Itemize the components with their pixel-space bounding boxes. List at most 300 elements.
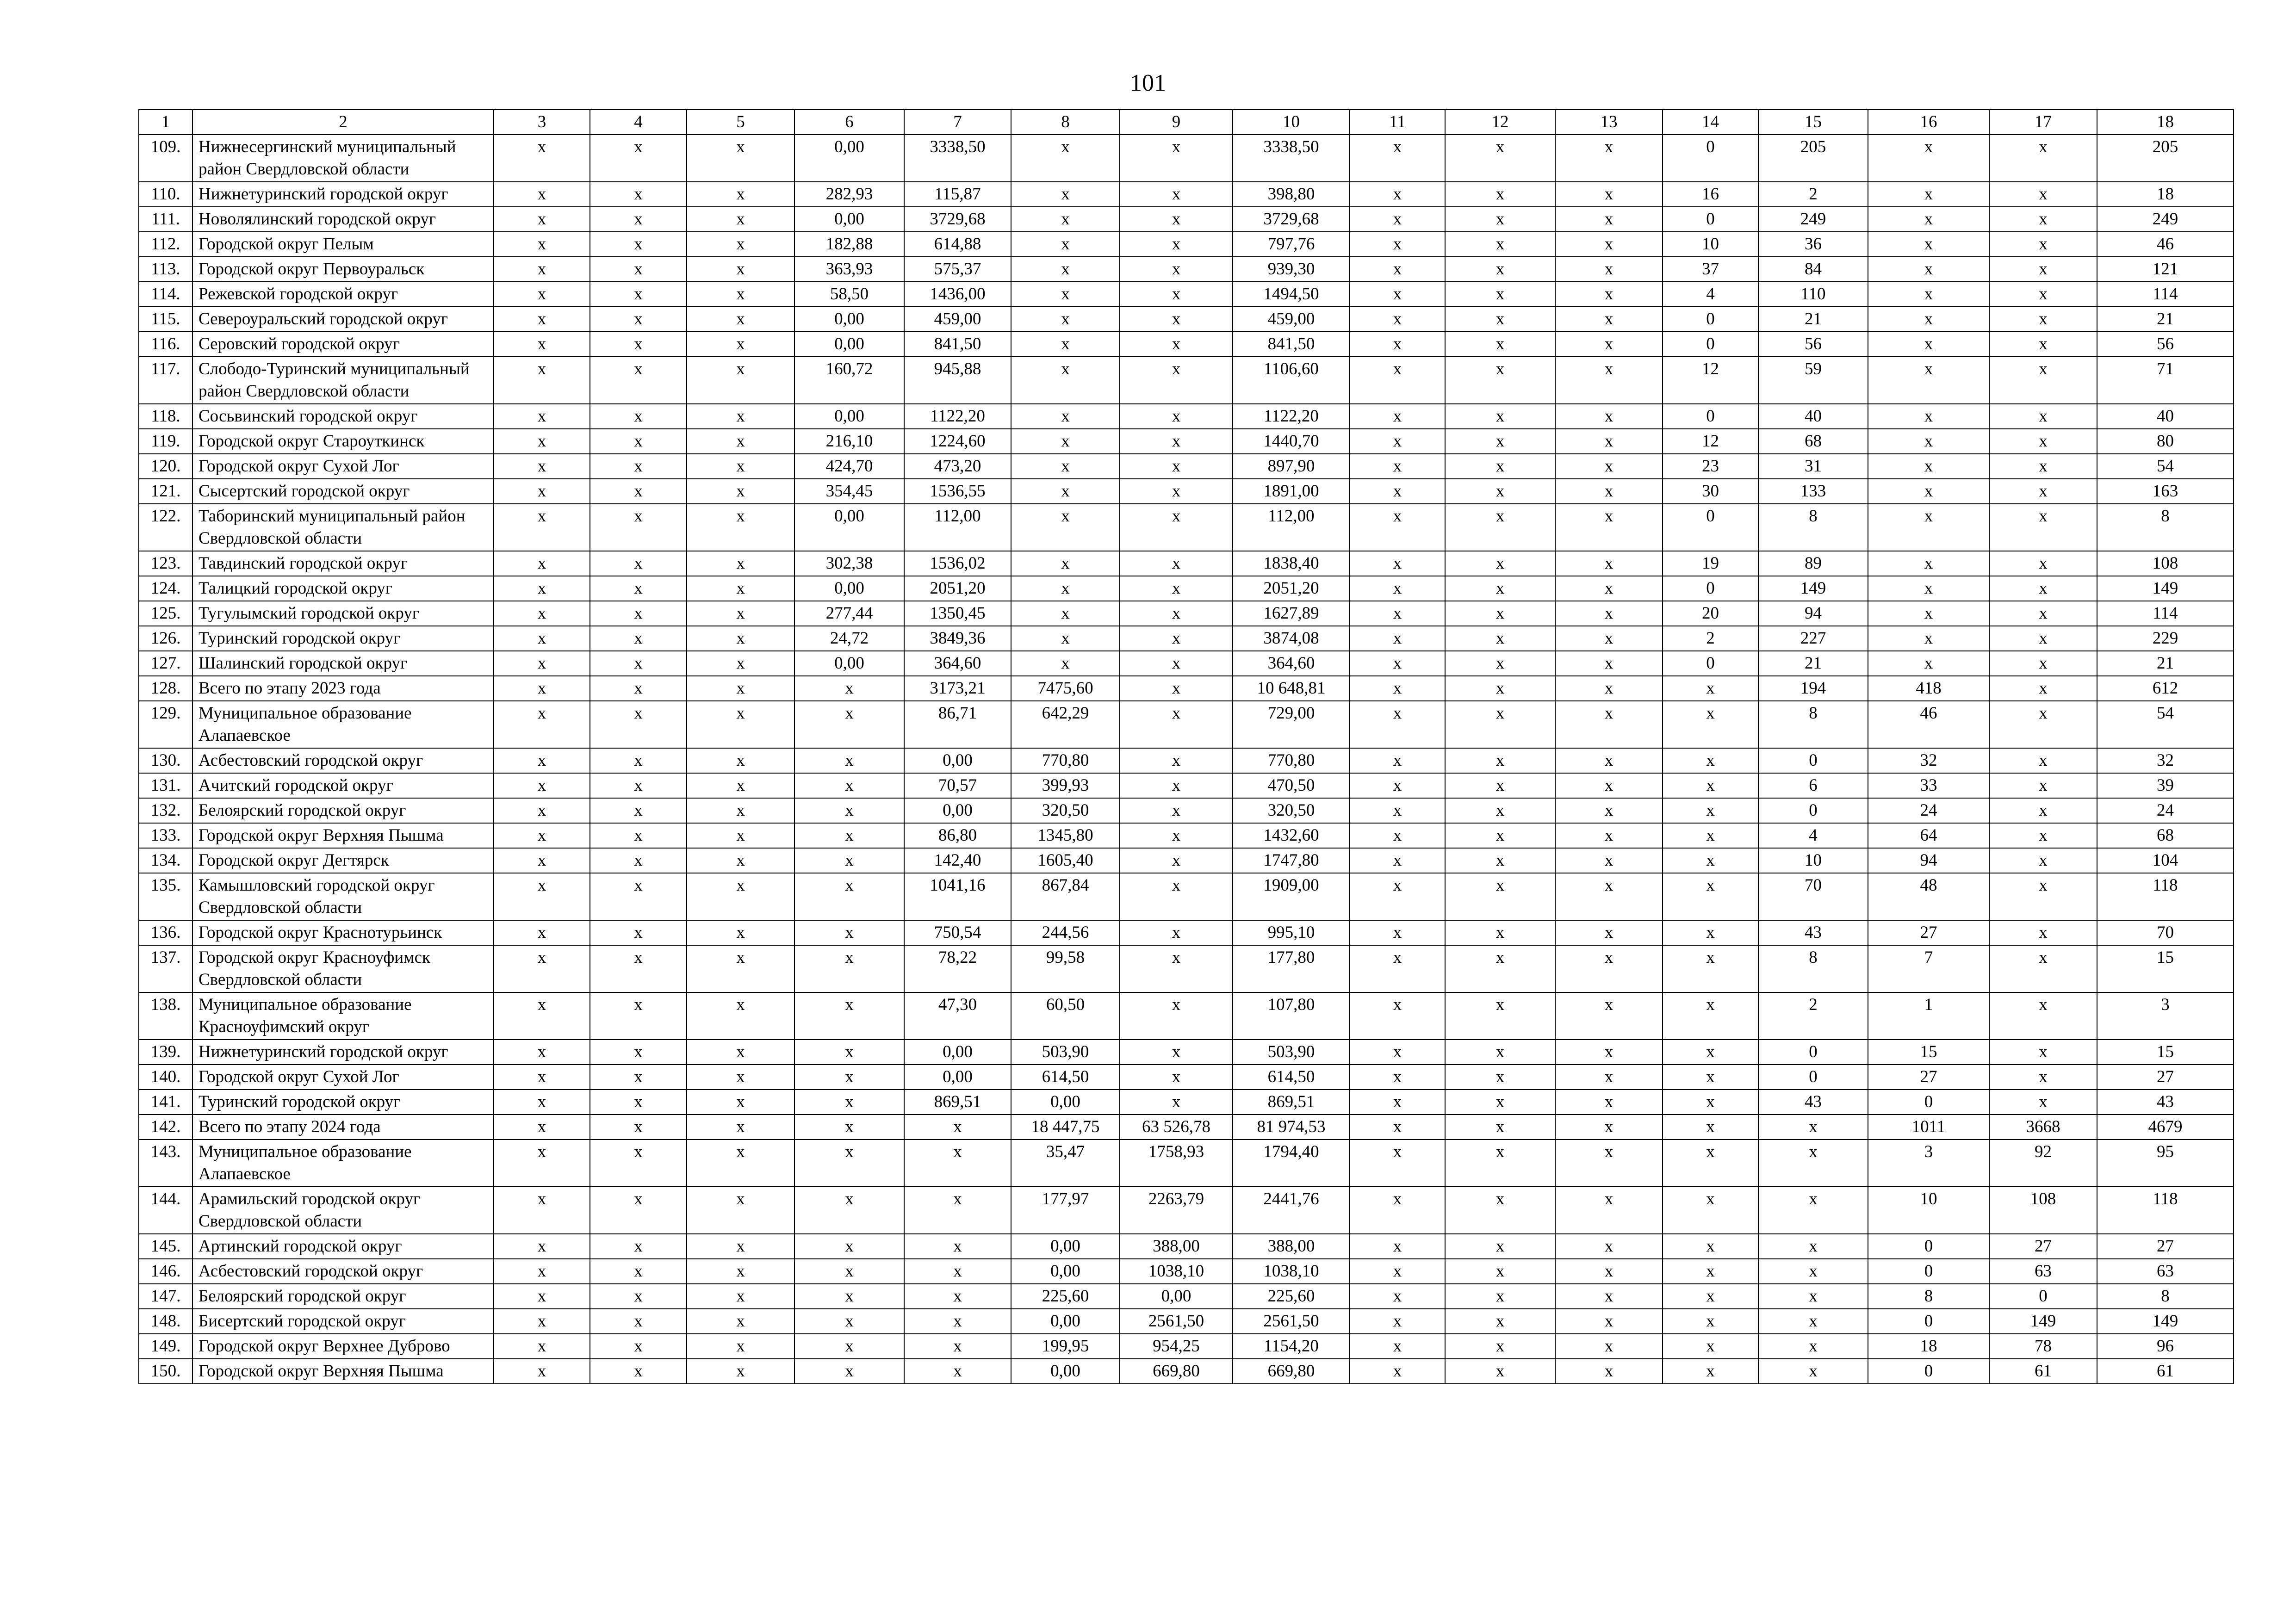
municipality-name-cell: Туринский городской округ	[192, 1090, 494, 1115]
value-cell: 163	[2097, 479, 2234, 504]
table-row	[139, 1234, 2234, 1259]
value-cell: х	[1989, 773, 2097, 798]
value-cell: х	[1663, 1090, 1758, 1115]
value-cell: х	[1555, 1065, 1663, 1090]
value-cell: х	[1350, 848, 1445, 873]
value-cell: 282,93	[794, 182, 904, 207]
value-cell: 3729,68	[904, 207, 1011, 232]
value-cell: х	[1350, 1284, 1445, 1309]
value-cell: х	[1989, 1065, 2097, 1090]
value-cell: х	[494, 182, 590, 207]
value-cell: 27	[1989, 1234, 2097, 1259]
value-cell: х	[904, 1115, 1011, 1140]
row-number-cell: 132.	[139, 798, 192, 823]
value-cell: 2441,76	[1233, 1187, 1350, 1234]
value-cell: х	[904, 1140, 1011, 1187]
value-cell: х	[1663, 1234, 1758, 1259]
value-cell: х	[1011, 404, 1120, 429]
value-cell: х	[1989, 332, 2097, 357]
value-cell: 459,00	[1233, 307, 1350, 332]
value-cell: х	[1120, 1090, 1233, 1115]
value-cell: х	[1120, 676, 1233, 701]
table-row	[139, 332, 2234, 357]
column-header: 17	[1989, 110, 2097, 135]
value-cell: 2	[1758, 992, 1868, 1040]
value-cell: х	[1011, 332, 1120, 357]
value-cell: 43	[2097, 1090, 2234, 1115]
value-cell: х	[794, 676, 904, 701]
column-header: 18	[2097, 110, 2234, 135]
value-cell: 43	[1758, 920, 1868, 945]
row-number-cell: 148.	[139, 1309, 192, 1334]
value-cell: 225,60	[1011, 1284, 1120, 1309]
value-cell: 0,00	[1011, 1309, 1120, 1334]
value-cell: х	[1011, 135, 1120, 182]
value-cell: х	[494, 1187, 590, 1234]
value-cell: х	[1011, 182, 1120, 207]
value-cell: 84	[1758, 257, 1868, 282]
municipality-name-cell: Городской округ Верхняя Пышма	[192, 823, 494, 848]
value-cell: х	[1350, 1040, 1445, 1065]
column-header: 14	[1663, 110, 1758, 135]
value-cell: 669,80	[1233, 1359, 1350, 1384]
value-cell: х	[1445, 1090, 1555, 1115]
value-cell: х	[1555, 823, 1663, 848]
value-cell: 64	[1868, 823, 1989, 848]
value-cell: 133	[1758, 479, 1868, 504]
value-cell: 27	[2097, 1065, 2234, 1090]
table-row	[139, 1309, 2234, 1334]
value-cell: х	[1445, 1187, 1555, 1234]
value-cell: 2	[1758, 182, 1868, 207]
value-cell: х	[1989, 282, 2097, 307]
municipality-name-cell: Таборинский муниципальный район Свердловской области	[192, 504, 494, 551]
value-cell: х	[1445, 626, 1555, 651]
value-cell: 244,56	[1011, 920, 1120, 945]
value-cell: 92	[1989, 1140, 2097, 1187]
value-cell: х	[1555, 429, 1663, 454]
value-cell: х	[1758, 1115, 1868, 1140]
value-cell: 869,51	[904, 1090, 1011, 1115]
value-cell: 1011	[1868, 1115, 1989, 1140]
value-cell: 1122,20	[904, 404, 1011, 429]
value-cell: 149	[2097, 576, 2234, 601]
municipality-name-cell: Режевской городской округ	[192, 282, 494, 307]
value-cell: х	[1350, 551, 1445, 576]
value-cell: х	[1350, 601, 1445, 626]
value-cell: х	[590, 748, 687, 773]
value-cell: 0	[1758, 748, 1868, 773]
value-cell: х	[1350, 1115, 1445, 1140]
value-cell: х	[590, 479, 687, 504]
value-cell: х	[1555, 1115, 1663, 1140]
value-cell: х	[1445, 454, 1555, 479]
value-cell: х	[1868, 404, 1989, 429]
table-body	[139, 135, 2234, 1384]
value-cell: х	[1663, 1259, 1758, 1284]
value-cell: 8	[1758, 945, 1868, 992]
value-cell: х	[1120, 626, 1233, 651]
value-cell: х	[1989, 454, 2097, 479]
value-cell: 12	[1663, 357, 1758, 404]
value-cell: 3173,21	[904, 676, 1011, 701]
column-header: 4	[590, 110, 687, 135]
value-cell: х	[1350, 773, 1445, 798]
value-cell: 30	[1663, 479, 1758, 504]
value-cell: 227	[1758, 626, 1868, 651]
value-cell: 0,00	[904, 1040, 1011, 1065]
value-cell: х	[1868, 429, 1989, 454]
value-cell: 47,30	[904, 992, 1011, 1040]
row-number-cell: 131.	[139, 773, 192, 798]
column-header: 9	[1120, 110, 1233, 135]
value-cell: х	[1758, 1284, 1868, 1309]
value-cell: 2051,20	[1233, 576, 1350, 601]
row-number-cell: 110.	[139, 182, 192, 207]
value-cell: 56	[2097, 332, 2234, 357]
value-cell: 27	[1868, 920, 1989, 945]
row-number-cell: 133.	[139, 823, 192, 848]
value-cell: х	[590, 992, 687, 1040]
value-cell: х	[494, 1140, 590, 1187]
value-cell: х	[687, 551, 794, 576]
column-header: 11	[1350, 110, 1445, 135]
value-cell: 20	[1663, 601, 1758, 626]
value-cell: х	[590, 357, 687, 404]
value-cell: 95	[2097, 1140, 2234, 1187]
municipality-name-cell: Всего по этапу 2023 года	[192, 676, 494, 701]
value-cell: 10	[1758, 848, 1868, 873]
value-cell: х	[1868, 307, 1989, 332]
value-cell: х	[1011, 504, 1120, 551]
data-table	[138, 109, 2234, 1384]
value-cell: 418	[1868, 676, 1989, 701]
value-cell: 750,54	[904, 920, 1011, 945]
value-cell: х	[1445, 1040, 1555, 1065]
value-cell: 424,70	[794, 454, 904, 479]
column-header: 12	[1445, 110, 1555, 135]
value-cell: х	[1350, 404, 1445, 429]
value-cell: х	[1663, 1065, 1758, 1090]
table-row	[139, 232, 2234, 257]
value-cell: 2	[1663, 626, 1758, 651]
value-cell: х	[1555, 945, 1663, 992]
value-cell: 1432,60	[1233, 823, 1350, 848]
value-cell: х	[687, 1234, 794, 1259]
value-cell: 63	[2097, 1259, 2234, 1284]
value-cell: 388,00	[1233, 1234, 1350, 1259]
value-cell: х	[494, 1090, 590, 1115]
value-cell: х	[590, 1234, 687, 1259]
value-cell: х	[494, 454, 590, 479]
value-cell: 61	[2097, 1359, 2234, 1384]
value-cell: х	[1350, 182, 1445, 207]
value-cell: х	[1350, 1187, 1445, 1234]
value-cell: 78,22	[904, 945, 1011, 992]
value-cell: 205	[1758, 135, 1868, 182]
table-row	[139, 454, 2234, 479]
table-row	[139, 1115, 2234, 1140]
value-cell: 108	[2097, 551, 2234, 576]
value-cell: 1838,40	[1233, 551, 1350, 576]
table-row	[139, 307, 2234, 332]
value-cell: 869,51	[1233, 1090, 1350, 1115]
table-row	[139, 848, 2234, 873]
value-cell: х	[687, 748, 794, 773]
value-cell: х	[1445, 1284, 1555, 1309]
value-cell: 399,93	[1011, 773, 1120, 798]
value-cell: 1122,20	[1233, 404, 1350, 429]
value-cell: 68	[1758, 429, 1868, 454]
value-cell: 797,76	[1233, 232, 1350, 257]
value-cell: х	[494, 257, 590, 282]
value-cell: 503,90	[1233, 1040, 1350, 1065]
value-cell: х	[1350, 798, 1445, 823]
value-cell: 0,00	[904, 748, 1011, 773]
value-cell: 96	[2097, 1334, 2234, 1359]
value-cell: х	[794, 1309, 904, 1334]
value-cell: х	[590, 504, 687, 551]
value-cell: 40	[1758, 404, 1868, 429]
column-header: 13	[1555, 110, 1663, 135]
municipality-name-cell: Сосьвинский городской округ	[192, 404, 494, 429]
value-cell: х	[1868, 282, 1989, 307]
value-cell: х	[687, 848, 794, 873]
value-cell: х	[494, 404, 590, 429]
table-row	[139, 1187, 2234, 1234]
value-cell: 48	[1868, 873, 1989, 920]
value-cell: х	[1868, 479, 1989, 504]
value-cell: 24	[1868, 798, 1989, 823]
municipality-name-cell: Белоярский городской округ	[192, 798, 494, 823]
value-cell: х	[1555, 1359, 1663, 1384]
value-cell: х	[1350, 626, 1445, 651]
value-cell: х	[1350, 1309, 1445, 1334]
value-cell: 118	[2097, 1187, 2234, 1234]
value-cell: х	[1868, 454, 1989, 479]
value-cell: 0	[1758, 798, 1868, 823]
value-cell: 23	[1663, 454, 1758, 479]
value-cell: 8	[2097, 1284, 2234, 1309]
value-cell: х	[590, 945, 687, 992]
value-cell: 0	[1868, 1309, 1989, 1334]
value-cell: х	[494, 1334, 590, 1359]
value-cell: х	[1120, 357, 1233, 404]
value-cell: х	[1989, 357, 2097, 404]
value-cell: х	[1989, 429, 2097, 454]
value-cell: 182,88	[794, 232, 904, 257]
value-cell: х	[494, 551, 590, 576]
value-cell: х	[1445, 182, 1555, 207]
row-number-cell: 123.	[139, 551, 192, 576]
value-cell: 7	[1868, 945, 1989, 992]
value-cell: х	[1989, 651, 2097, 676]
value-cell: х	[794, 1040, 904, 1065]
value-cell: х	[1350, 701, 1445, 748]
table-row	[139, 551, 2234, 576]
value-cell: 24	[2097, 798, 2234, 823]
value-cell: х	[1445, 748, 1555, 773]
value-cell: х	[1989, 626, 2097, 651]
table-row	[139, 576, 2234, 601]
value-cell: х	[1555, 601, 1663, 626]
row-number-cell: 122.	[139, 504, 192, 551]
value-cell: х	[1350, 135, 1445, 182]
value-cell: х	[1350, 1090, 1445, 1115]
value-cell: х	[1120, 576, 1233, 601]
value-cell: х	[1555, 332, 1663, 357]
row-number-cell: 129.	[139, 701, 192, 748]
value-cell: х	[1350, 1065, 1445, 1090]
municipality-name-cell: Городской округ Пелым	[192, 232, 494, 257]
value-cell: 118	[2097, 873, 2234, 920]
value-cell: 71	[2097, 357, 2234, 404]
municipality-name-cell: Нижнетуринский городской округ	[192, 182, 494, 207]
table-row	[139, 479, 2234, 504]
value-cell: х	[1989, 135, 2097, 182]
row-number-cell: 120.	[139, 454, 192, 479]
value-cell: х	[1120, 257, 1233, 282]
value-cell: 115,87	[904, 182, 1011, 207]
value-cell: х	[1758, 1140, 1868, 1187]
value-cell: 1350,45	[904, 601, 1011, 626]
table-row	[139, 1040, 2234, 1065]
value-cell: х	[1555, 576, 1663, 601]
value-cell: х	[494, 920, 590, 945]
value-cell: х	[1663, 1140, 1758, 1187]
value-cell: х	[904, 1234, 1011, 1259]
value-cell: х	[590, 429, 687, 454]
municipality-name-cell: Сысертский городской округ	[192, 479, 494, 504]
value-cell: х	[1011, 626, 1120, 651]
column-header: 1	[139, 110, 192, 135]
value-cell: 1747,80	[1233, 848, 1350, 873]
value-cell: 70,57	[904, 773, 1011, 798]
value-cell: х	[1868, 257, 1989, 282]
value-cell: х	[1120, 332, 1233, 357]
value-cell: х	[494, 1040, 590, 1065]
value-cell: х	[1555, 207, 1663, 232]
municipality-name-cell: Североуральский городской округ	[192, 307, 494, 332]
municipality-name-cell: Талицкий городской округ	[192, 576, 494, 601]
table-row	[139, 1284, 2234, 1309]
value-cell: х	[1555, 1259, 1663, 1284]
value-cell: х	[494, 479, 590, 504]
value-cell: х	[1555, 454, 1663, 479]
value-cell: 1154,20	[1233, 1334, 1350, 1359]
value-cell: х	[1350, 576, 1445, 601]
value-cell: 94	[1758, 601, 1868, 626]
value-cell: х	[494, 282, 590, 307]
value-cell: х	[1445, 404, 1555, 429]
table-row	[139, 920, 2234, 945]
value-cell: х	[1445, 920, 1555, 945]
value-cell: х	[1555, 135, 1663, 182]
value-cell: 0	[1663, 504, 1758, 551]
value-cell: х	[687, 357, 794, 404]
value-cell: х	[1011, 232, 1120, 257]
value-cell: х	[590, 207, 687, 232]
value-cell: 3668	[1989, 1115, 2097, 1140]
table-row	[139, 1259, 2234, 1284]
value-cell: х	[1350, 748, 1445, 773]
header-row	[139, 110, 2234, 135]
value-cell: х	[1868, 207, 1989, 232]
value-cell: 277,44	[794, 601, 904, 626]
value-cell: 3338,50	[1233, 135, 1350, 182]
value-cell: х	[1758, 1234, 1868, 1259]
value-cell: х	[1555, 676, 1663, 701]
value-cell: 1536,02	[904, 551, 1011, 576]
value-cell: х	[1445, 257, 1555, 282]
row-number-cell: 150.	[139, 1359, 192, 1384]
value-cell: х	[1663, 701, 1758, 748]
row-number-cell: 135.	[139, 873, 192, 920]
value-cell: 15	[1868, 1040, 1989, 1065]
value-cell: 18	[1868, 1334, 1989, 1359]
value-cell: х	[494, 357, 590, 404]
value-cell: 3	[2097, 992, 2234, 1040]
value-cell: 0	[1663, 135, 1758, 182]
value-cell: х	[494, 748, 590, 773]
row-number-cell: 137.	[139, 945, 192, 992]
value-cell: х	[1350, 504, 1445, 551]
value-cell: х	[904, 1187, 1011, 1234]
value-cell: х	[1445, 873, 1555, 920]
row-number-cell: 144.	[139, 1187, 192, 1234]
value-cell: х	[1445, 1359, 1555, 1384]
value-cell: х	[590, 332, 687, 357]
value-cell: х	[1555, 1090, 1663, 1115]
value-cell: х	[1868, 135, 1989, 182]
value-cell: х	[1555, 748, 1663, 773]
value-cell: 612	[2097, 676, 2234, 701]
value-cell: х	[494, 1234, 590, 1259]
value-cell: 36	[1758, 232, 1868, 257]
value-cell: 3849,36	[904, 626, 1011, 651]
value-cell: х	[1011, 576, 1120, 601]
value-cell: 0	[1663, 332, 1758, 357]
column-header: 10	[1233, 110, 1350, 135]
row-number-cell: 111.	[139, 207, 192, 232]
value-cell: 0	[1663, 207, 1758, 232]
municipality-name-cell: Муниципальное образование Красноуфимский округ	[192, 992, 494, 1040]
value-cell: х	[1555, 1140, 1663, 1187]
value-cell: 1891,00	[1233, 479, 1350, 504]
municipality-name-cell: Городской округ Сухой Лог	[192, 454, 494, 479]
value-cell: 0	[1868, 1359, 1989, 1384]
municipality-name-cell: Новолялинский городской округ	[192, 207, 494, 232]
column-header: 8	[1011, 110, 1120, 135]
value-cell: 995,10	[1233, 920, 1350, 945]
value-cell: х	[590, 282, 687, 307]
value-cell: х	[1350, 1140, 1445, 1187]
value-cell: х	[494, 504, 590, 551]
value-cell: 46	[1868, 701, 1989, 748]
value-cell: х	[1445, 135, 1555, 182]
value-cell: 614,50	[1233, 1065, 1350, 1090]
value-cell: 1494,50	[1233, 282, 1350, 307]
value-cell: 388,00	[1120, 1234, 1233, 1259]
value-cell: х	[687, 429, 794, 454]
value-cell: х	[794, 748, 904, 773]
value-cell: х	[1555, 357, 1663, 404]
municipality-name-cell: Городской округ Дегтярск	[192, 848, 494, 873]
value-cell: х	[1663, 798, 1758, 823]
value-cell: х	[1120, 207, 1233, 232]
value-cell: х	[1350, 1259, 1445, 1284]
table-row	[139, 873, 2234, 920]
